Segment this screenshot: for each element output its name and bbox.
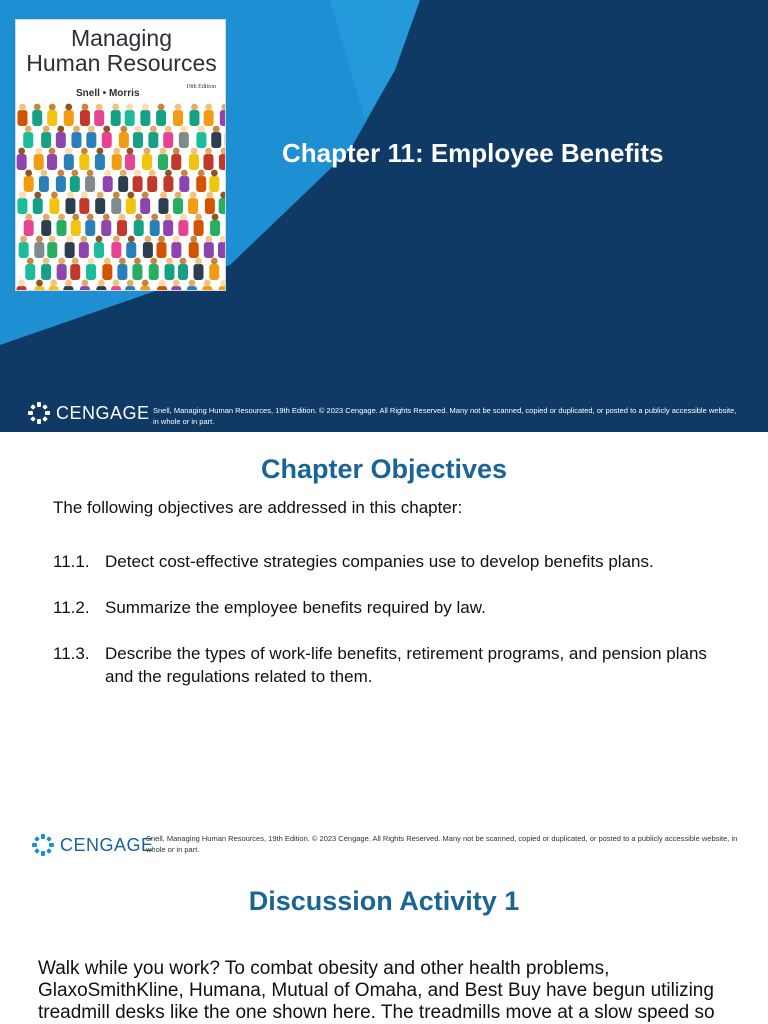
objective-item bbox=[53, 550, 733, 573]
objective-text: Describe the types of work-life benefits, retirement programs, and pension plans and the regulations related to them. bbox=[105, 644, 707, 686]
discussion-title: Discussion Activity 1 bbox=[248, 886, 520, 916]
title-slide bbox=[0, 0, 768, 432]
objective-text: Summarize the employee benefits required by law. bbox=[105, 598, 486, 617]
objectives-slide bbox=[0, 432, 768, 864]
cengage-logo-icon bbox=[30, 832, 56, 858]
objective-text: Detect cost-effective strategies companies use to develop benefits plans. bbox=[105, 552, 654, 571]
cengage-logo-text: CENGAGE bbox=[56, 402, 150, 423]
book-cover-title-line1: Managing bbox=[70, 25, 173, 51]
book-cover bbox=[15, 19, 226, 291]
discussion-body: Walk while you work? To combat obesity and other health problems, GlaxoSmithKline, Humana, Mutual of Omaha, and Best Buy have begun utilizing treadmill desks like the one shown here. The treadmills move at a slow speed so bbox=[38, 958, 715, 1023]
book-cover-title-line2: Human Resources bbox=[26, 50, 217, 76]
cengage-logo bbox=[30, 832, 154, 858]
book-cover-title bbox=[16, 26, 226, 76]
objective-number: 11.3. bbox=[53, 644, 90, 663]
crowd-illustration bbox=[16, 100, 226, 291]
cengage-logo bbox=[26, 400, 150, 426]
chapter-title: Chapter 11: Employee Benefits bbox=[282, 138, 664, 168]
objective-number: 11.1. bbox=[53, 552, 90, 571]
discussion-slide bbox=[0, 864, 768, 1024]
copyright-notice: Snell, Managing Human Resources, 19th Edition. © 2023 Cengage. All Rights Reserved. Many not be scanned, copied or duplicated, or posted to a publicly accessible website, in whole or in part. bbox=[146, 834, 738, 854]
book-cover-authors: Snell • Morris bbox=[76, 88, 140, 99]
objective-item bbox=[53, 642, 733, 688]
copyright-notice: Snell, Managing Human Resources, 19th Edition. © 2023 Cengage. All Rights Reserved. Many not be scanned, copied or duplicated, or posted to a publicly accessible website, in whole or in part. bbox=[153, 406, 737, 426]
objectives-intro: The following objectives are addressed in this chapter: bbox=[53, 498, 463, 517]
objectives-title: Chapter Objectives bbox=[260, 454, 508, 484]
objective-item bbox=[53, 596, 733, 619]
cengage-logo-icon bbox=[26, 400, 52, 426]
objective-number: 11.2. bbox=[53, 598, 90, 617]
objectives-list bbox=[53, 550, 733, 711]
book-cover-edition: 19th Edition bbox=[186, 84, 216, 90]
cengage-logo-text: CENGAGE bbox=[60, 834, 154, 855]
